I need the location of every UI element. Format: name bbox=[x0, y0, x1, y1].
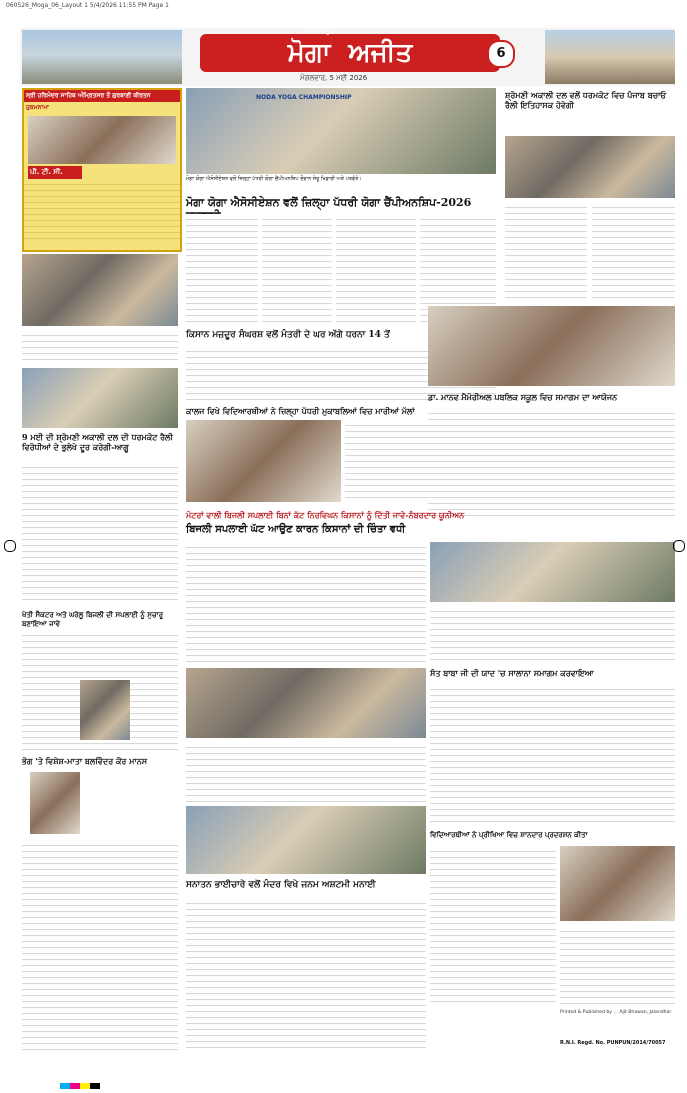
kisan-headline: ਕਿਸਾਨ ਮਜ਼ਦੂਰ ਸੰਘਰਸ਼ ਵਲੋਂ ਮੰਤਰੀ ਦੇ ਘਰ ਅੱਗੇ ਧਰਨਾ 14 ਤੋਂ bbox=[186, 330, 390, 340]
center-photo-1 bbox=[186, 668, 426, 738]
ad-subtitle: ਹੁਕਮਨਾਮਾ bbox=[26, 104, 49, 111]
center-photo-2 bbox=[186, 806, 426, 874]
masthead-tagline: ਅਜੀਤ ਸਮੂਹ bbox=[305, 28, 334, 35]
yoga-body-col1 bbox=[186, 214, 258, 324]
ad-title: ਸ੍ਰੀ ਹਰਿਮੰਦਰ ਸਾਹਿਬ ਅੰਮ੍ਰਿਤਸਰ ਤੋਂ ਗੁਰਬਾਣੀ ਕੀਰਤਨ bbox=[24, 90, 180, 102]
obit-headline: ਭੋਗ 'ਤੇ ਵਿਸ਼ੇਸ਼-ਮਾਤਾ ਬਲਵਿੰਦਰ ਕੌਰ ਮਾਨਸ bbox=[22, 756, 148, 766]
obit-body bbox=[22, 840, 178, 1050]
electricity-body bbox=[186, 542, 426, 662]
color-bar bbox=[60, 1074, 100, 1093]
meeting-photo bbox=[22, 254, 178, 326]
akali-body-col1 bbox=[505, 202, 587, 302]
masthead-logo bbox=[200, 34, 500, 72]
yoga-headline: ਮੋਗਾ ਯੋਗਾ ਐਸੋਸੀਏਸ਼ਨ ਵਲੋਂ ਜ਼ਿਲ੍ਹਾ ਪੱਧਰੀ ਯੋਗਾ ਚੈਂਪੀਅਨਸ਼ਿਪ-2026 bbox=[186, 196, 472, 209]
obit-portrait bbox=[30, 772, 80, 834]
right-low-headline: ਵਿਦਿਆਰਥੀਆਂ ਨੇ ਪ੍ਰੀਖਿਆ ਵਿਚ ਸ਼ਾਨਦਾਰ ਪ੍ਰਦਰਸ਼ਨ ਕੀਤਾ bbox=[430, 830, 588, 839]
right-low-body bbox=[430, 846, 556, 1006]
masthead-title-left: ਮੋਗਾ bbox=[287, 37, 331, 68]
page-number: 6 bbox=[487, 40, 515, 68]
registration-mark-left bbox=[4, 540, 16, 552]
yoga-body-col2 bbox=[262, 214, 332, 324]
electricity-subhead: ਮੋਟਰਾਂ ਵਾਲੀ ਬਿਜਲੀ ਸਪਲਾਈ ਬਿਨਾਂ ਕੱਟ ਨਿਰਵਿਘਨ ਕਿਸਾਨਾਂ ਨੂੰ ਦਿੱਤੀ ਜਾਵੇ-ਨੰਬਰਦਾਰ ਯੂਨੀਅਨ bbox=[186, 510, 465, 520]
college-photo bbox=[186, 420, 341, 502]
header-photo-right bbox=[545, 30, 675, 84]
header-photo-left bbox=[22, 30, 182, 84]
students-photo bbox=[560, 846, 675, 921]
masthead-title-right: ਅਜੀਤ bbox=[348, 37, 413, 68]
yoga-caption: ਮੋਗਾ ਯੋਗਾ ਐਸੋਸੀਏਸ਼ਨ ਵਲੋਂ ਜ਼ਿਲ੍ਹਾ ਪੱਧਰੀ ਯੋਗਾ ਚੈਂਪੀਅਨਸ਼ਿਪ ਦੌਰਾਨ ਜੇਤੂ ਖਿਡਾਰੀ ਅਤੇ ਪਤਵੰਤੇ। bbox=[186, 176, 362, 182]
ad-image bbox=[28, 116, 176, 164]
farmers-portrait bbox=[80, 680, 130, 740]
farmers-headline: ਖੇਤੀ ਸੈਕਟਰ ਅਤੇ ਘਰੇਲੂ ਬਿਜਲੀ ਦੀ ਸਪਲਾਈ ਨੂੰ ਸੁਚਾਰੂ ਬਣਾਇਆ ਜਾਵੇ bbox=[22, 610, 164, 628]
center-body-1 bbox=[186, 742, 426, 802]
students-caption bbox=[560, 926, 675, 1006]
reg-number: R.N.I. Regd. No. PUNPUN/2014/70057 bbox=[560, 1040, 666, 1046]
electricity-photo bbox=[430, 542, 675, 602]
slug-line: 060526_Moga_06_Layout 1 5/4/2026 11:55 PM Page 1 bbox=[6, 2, 169, 9]
akali-photo bbox=[505, 136, 675, 198]
temple-headline: ਸਨਾਤਨ ਭਾਈਚਾਰੇ ਵਲੋਂ ਮੰਦਰ ਵਿਖੇ ਜਨਮ ਅਸ਼ਟਮੀ ਮਨਾਈ bbox=[186, 880, 376, 890]
rally-body bbox=[22, 462, 178, 604]
electricity-body-right bbox=[430, 606, 675, 662]
right-mid-headline: ਸੰਤ ਬਾਬਾ ਜੀ ਦੀ ਯਾਦ 'ਚ ਸਾਲਾਨਾ ਸਮਾਗਮ ਕਰਵਾਇਆ bbox=[430, 668, 594, 678]
ad-top-left bbox=[22, 88, 182, 252]
college-headline: ਕਾਲਜ ਵਿਖੇ ਵਿਦਿਆਰਥੀਆਂ ਨੇ ਜ਼ਿਲ੍ਹਾ ਪੱਧਰੀ ਮੁਕਾਬਲਿਆਂ ਵਿਚ ਮਾਰੀਆਂ ਮੱਲਾਂ bbox=[186, 406, 415, 416]
electricity-headline: ਬਿਜਲੀ ਸਪਲਾਈ ਘੱਟ ਆਉਣ ਕਾਰਨ ਕਿਸਾਨਾਂ ਦੀ ਚਿੰਤਾ ਵਧੀ bbox=[186, 524, 406, 535]
yoga-photo bbox=[186, 88, 496, 174]
yoga-banner-text: NODA YOGA CHAMPIONSHIP bbox=[256, 94, 352, 101]
school-body bbox=[428, 408, 675, 520]
right-mid-body bbox=[430, 684, 675, 824]
rally-headline: 9 ਮਈ ਦੀ ਸ਼੍ਰੋਮਣੀ ਅਕਾਲੀ ਦਲ ਦੀ ਧਰਮਕੋਟ ਰੈਲੀ ਵਿਰੋਧੀਆਂ ਦੇ ਭੁਲੇਖੇ ਦੂਰ ਕਰੇਗੀ-ਆਗੂ bbox=[22, 432, 173, 452]
gathering-photo bbox=[22, 368, 178, 428]
imprint: Printed & Published by ... Ajit Bhawan, Jalandhar bbox=[560, 1010, 672, 1015]
ad-label: ਪੀ. ਟੀ. ਸੀ. bbox=[28, 166, 82, 179]
school-headline: ਡਾ. ਮਾਨਵ ਮੈਮੋਰੀਅਲ ਪਬਲਿਕ ਸਕੂਲ ਵਿਚ ਸਮਾਗਮ ਦਾ ਆਯੋਜਨ bbox=[428, 392, 618, 402]
ad-body bbox=[24, 179, 180, 240]
school-photo bbox=[428, 306, 675, 386]
yoga-body-col3 bbox=[336, 214, 416, 324]
akali-headline: ਸ਼੍ਰੋਮਣੀ ਅਕਾਲੀ ਦਲ ਵਲੋਂ ਧਰਮਕੋਟ ਵਿਚ ਪੰਜਾਬ ਬਚਾਓ ਰੈਲੀ ਇਤਿਹਾਸਕ ਹੋਵੇਗੀ bbox=[505, 90, 667, 110]
meeting-caption bbox=[22, 330, 178, 364]
registration-mark-right bbox=[673, 540, 685, 552]
dateline: ਮੰਗਲਵਾਰ, 5 ਮਈ 2026 bbox=[300, 74, 368, 82]
temple-body bbox=[186, 898, 426, 1048]
akali-body-col2 bbox=[592, 202, 675, 302]
